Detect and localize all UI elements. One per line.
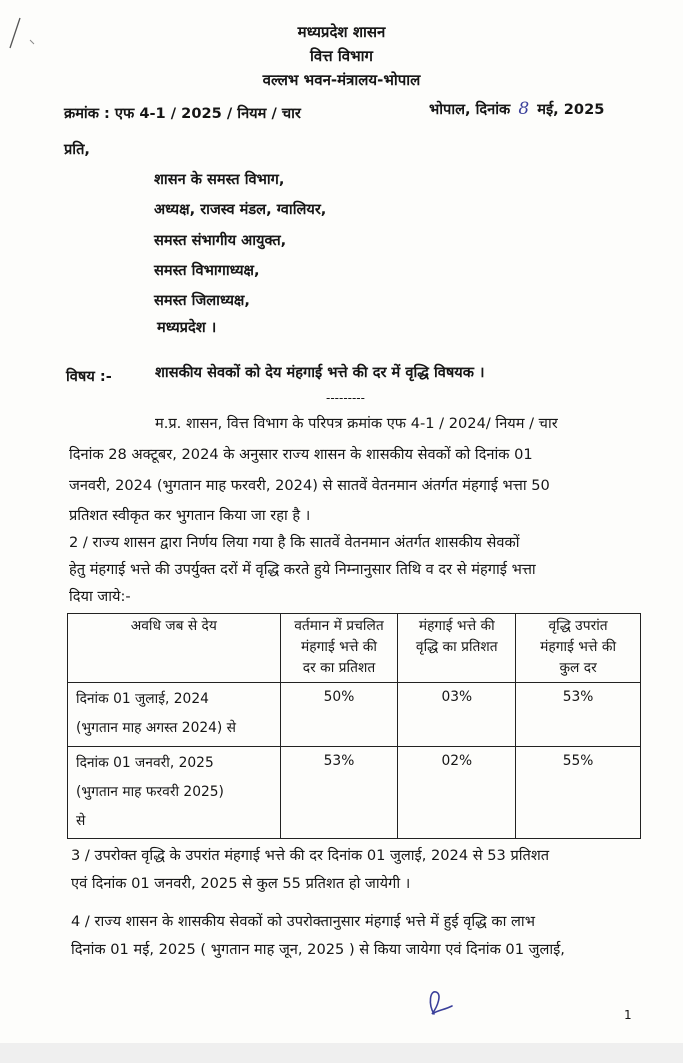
order-number: क्रमांक : एफ 4-1 / 2025 / नियम / चार xyxy=(64,105,301,122)
col-header-increase: मंहगाई भत्ते की वृद्धि का प्रतिशत xyxy=(398,614,516,683)
para3-line: 3 / उपरोक्त वृद्धि के उपरांत मंहगाई भत्ते की दर दिनांक 01 जुलाई, 2024 से 53 प्रतिशत xyxy=(71,847,550,864)
recipient: समस्त विभागाध्यक्ष, xyxy=(154,262,260,279)
recipient: समस्त जिलाध्यक्ष, xyxy=(154,292,250,309)
header-address: वल्लभ भवन-मंत्रालय-भोपाल xyxy=(262,71,421,89)
para3-line: एवं दिनांक 01 जनवरी, 2025 से कुल 55 प्रतिशत हो जायेगी । xyxy=(71,875,411,892)
para4-line: 4 / राज्य शासन के शासकीय सेवकों को उपरोक्तानुसार मंहगाई भत्ते में हुई वृद्धि का लाभ xyxy=(71,913,535,930)
recipient: शासन के समस्त विभाग, xyxy=(154,171,285,188)
cell-current-rate: 53% xyxy=(280,747,398,839)
da-rate-table xyxy=(67,613,641,839)
para1-line: म.प्र. शासन, वित्त विभाग के परिपत्र क्रमांक एफ 4-1 / 2024/ नियम / चार xyxy=(155,415,558,432)
cell-total-rate: 53% xyxy=(516,683,641,747)
cell-period: दिनांक 01 जनवरी, 2025 (भुगतान माह फरवरी 2025) से xyxy=(68,747,281,839)
cell-increase: 02% xyxy=(398,747,516,839)
col-header-total-rate: वृद्धि उपरांत मंहगाई भत्ते की कुल दर xyxy=(516,614,641,683)
handwritten-day: 8 xyxy=(518,99,530,119)
para2-line: हेतु मंहगाई भत्ते की उपर्युक्त दरों में वृद्धि करते हुये निम्नानुसार तिथि व दर से मंहगाई भत्ता xyxy=(69,561,536,578)
para4-line: दिनांक 01 मई, 2025 ( भुगतान माह जून, 2025 ) से किया जायेगा एवं दिनांक 01 जुलाई, xyxy=(71,941,565,958)
scan-bottom-edge xyxy=(0,1043,683,1063)
place-date-prefix: भोपाल, दिनांक xyxy=(429,101,511,118)
initials-signature xyxy=(420,984,460,1024)
para2-line: दिया जाये:- xyxy=(69,588,131,605)
para1-line: दिनांक 28 अक्टूबर, 2024 के अनुसार राज्य शासन के शासकीय सेवकों को दिनांक 01 xyxy=(69,446,533,463)
header-department: वित्त विभाग xyxy=(310,47,373,65)
col-header-period: अवधि जब से देय xyxy=(68,614,281,683)
to-label: प्रति, xyxy=(64,141,90,158)
para1-line: जनवरी, 2024 (भुगतान माह फरवरी, 2024) से सातवें वेतनमान अंतर्गत मंहगाई भत्ता 50 xyxy=(69,477,550,494)
header-govt: मध्यप्रदेश शासन xyxy=(297,23,386,41)
page-number: 1 xyxy=(624,1008,632,1022)
para2-line: 2 / राज्य शासन द्वारा निर्णय लिया गया है कि सातवें वेतनमान अंतर्गत शासकीय सेवकों xyxy=(69,534,520,551)
para1-line: प्रतिशत स्वीकृत कर भुगतान किया जा रहा है । xyxy=(69,507,311,524)
date-month-year: मई, 2025 xyxy=(537,101,605,118)
cell-total-rate: 55% xyxy=(516,747,641,839)
subject-label: विषय :- xyxy=(66,368,112,385)
table-header-row xyxy=(68,614,641,683)
recipient: समस्त संभागीय आयुक्त, xyxy=(154,232,287,249)
cell-period: दिनांक 01 जुलाई, 2024 (भुगतान माह अगस्त 2024) से xyxy=(68,683,281,747)
table-row xyxy=(68,683,641,747)
cell-increase: 03% xyxy=(398,683,516,747)
subject-text: शासकीय सेवकों को देय मंहगाई भत्ते की दर में वृद्धि विषयक । xyxy=(155,364,485,381)
place-date xyxy=(429,100,604,119)
table-row xyxy=(68,747,641,839)
col-header-current-rate: वर्तमान में प्रचलित मंहगाई भत्ते की दर का प्रतिशत xyxy=(280,614,398,683)
recipient: मध्यप्रदेश । xyxy=(157,319,217,336)
recipient: अध्यक्ष, राजस्व मंडल, ग्वालियर, xyxy=(154,201,327,218)
cell-current-rate: 50% xyxy=(280,683,398,747)
subject-divider: --------- xyxy=(326,391,365,405)
